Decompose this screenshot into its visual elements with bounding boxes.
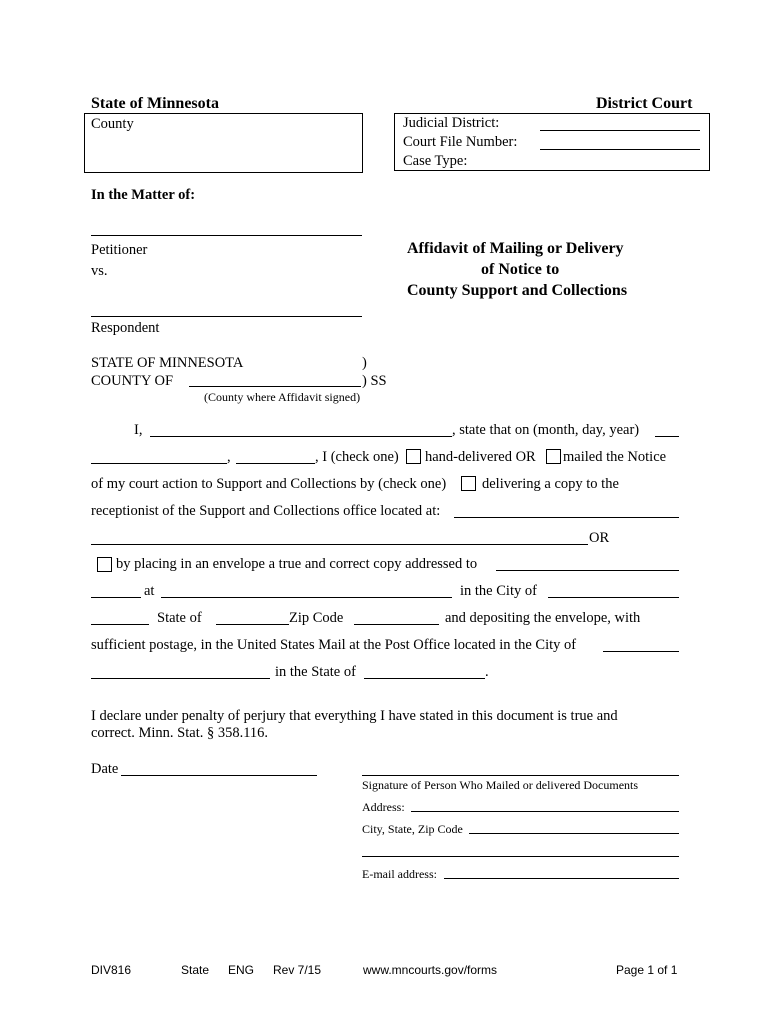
city-state-zip-label: City, State, Zip Code <box>362 822 463 836</box>
city-field-2[interactable] <box>91 624 149 625</box>
footer-form-id: DIV816 <box>91 963 132 977</box>
venue-state: STATE OF MINNESOTA <box>91 355 244 371</box>
vs-label: vs. <box>91 263 108 279</box>
venue-county: COUNTY OF <box>91 373 174 389</box>
zip-code-field[interactable] <box>354 624 439 625</box>
title-line-2: of Notice to <box>481 261 560 278</box>
matter-label: In the Matter of: <box>91 187 196 203</box>
office-location-field[interactable] <box>454 517 679 518</box>
body-state-that: , state that on (month, day, year) <box>452 422 640 438</box>
declaration-line-1: I declare under penalty of perjury that everything I have stated in this document is true and <box>91 708 618 724</box>
month-day-field[interactable] <box>655 436 679 437</box>
email-label: E-mail address: <box>362 867 437 881</box>
body-zip-code: Zip Code <box>289 610 344 626</box>
title-line-1: Affidavit of Mailing or Delivery <box>407 240 624 257</box>
delivering-checkbox[interactable] <box>461 476 476 491</box>
signature-date-field[interactable] <box>121 775 317 776</box>
court-title: District Court <box>596 95 693 112</box>
mailed-label: mailed the Notice <box>563 449 667 465</box>
post-office-city-field[interactable] <box>603 651 679 652</box>
court-file-number-label: Court File Number: <box>403 134 518 150</box>
footer-url[interactable]: www.mncourts.gov/forms <box>363 963 498 977</box>
body-or: OR <box>589 530 610 546</box>
body-at: at <box>144 583 155 599</box>
judicial-district-label: Judicial District: <box>403 115 500 131</box>
mailed-checkbox[interactable] <box>546 449 561 464</box>
body-line-3: of my court action to Support and Collections by (check one) <box>91 476 447 492</box>
title-line-3: County Support and Collections <box>407 282 628 299</box>
signature-field[interactable] <box>362 775 679 776</box>
state-field[interactable] <box>216 624 289 625</box>
county-label: County <box>91 116 134 132</box>
case-type-label: Case Type: <box>403 153 468 169</box>
judicial-district-field[interactable] <box>540 130 700 131</box>
petitioner-name-field[interactable] <box>91 235 362 236</box>
addressee-field[interactable] <box>496 570 679 571</box>
body-line-9: sufficient postage, in the United States Mail at the Post Office located in the City of <box>91 637 577 653</box>
body-line-4: receptionist of the Support and Collections office located at: <box>91 503 441 519</box>
date-field-part2[interactable] <box>236 463 315 464</box>
city-field[interactable] <box>548 597 679 598</box>
street-address-field[interactable] <box>161 597 452 598</box>
footer-page: Page 1 of 1 <box>616 963 678 977</box>
body-line-6: by placing in an envelope a true and correct copy addressed to <box>116 556 478 572</box>
court-file-number-field[interactable] <box>540 149 700 150</box>
body-period: . <box>485 664 489 680</box>
date-field-part1[interactable] <box>91 463 227 464</box>
footer-state: State <box>181 963 210 977</box>
envelope-checkbox[interactable] <box>97 557 112 572</box>
email-field[interactable] <box>444 878 679 879</box>
address-label: Address: <box>362 800 405 814</box>
respondent-label: Respondent <box>91 320 160 336</box>
venue-state-paren: ) <box>362 355 367 371</box>
office-location-field-2[interactable] <box>91 544 588 545</box>
body-check-one: , I (check one) <box>315 449 399 465</box>
hand-delivered-label: hand-delivered OR <box>425 449 536 465</box>
city-state-zip-field[interactable] <box>469 833 679 834</box>
delivering-label: delivering a copy to the <box>482 476 619 492</box>
body-in-state: in the State of <box>275 664 356 680</box>
post-office-city-field-2[interactable] <box>91 678 270 679</box>
county-box[interactable] <box>84 113 363 173</box>
post-office-state-field[interactable] <box>364 678 485 679</box>
body-in-city: in the City of <box>460 583 537 599</box>
body-i: I, <box>134 422 143 438</box>
footer-lang: ENG <box>228 963 255 977</box>
body-state-of: State of <box>157 610 202 626</box>
body-depositing: and depositing the envelope, with <box>445 610 641 626</box>
affiant-name-field[interactable] <box>150 436 452 437</box>
state-title: State of Minnesota <box>91 95 219 112</box>
declaration-line-2: correct. Minn. Stat. § 358.116. <box>91 725 269 741</box>
address-field[interactable] <box>411 811 679 812</box>
signature-label: Signature of Person Who Mailed or delivered Documents <box>362 778 639 792</box>
case-info-box <box>394 113 710 171</box>
respondent-name-field[interactable] <box>91 316 362 317</box>
body-comma: , <box>227 449 231 465</box>
venue-county-note: (County where Affidavit signed) <box>204 390 361 404</box>
petitioner-label: Petitioner <box>91 242 148 258</box>
venue-county-field[interactable] <box>189 386 361 387</box>
venue-ss: ) SS <box>362 373 387 389</box>
extra-address-field[interactable] <box>362 856 679 857</box>
footer-rev: Rev 7/15 <box>273 963 322 977</box>
date-label: Date <box>91 761 119 777</box>
hand-delivered-checkbox[interactable] <box>406 449 421 464</box>
addressee-field-2[interactable] <box>91 597 141 598</box>
